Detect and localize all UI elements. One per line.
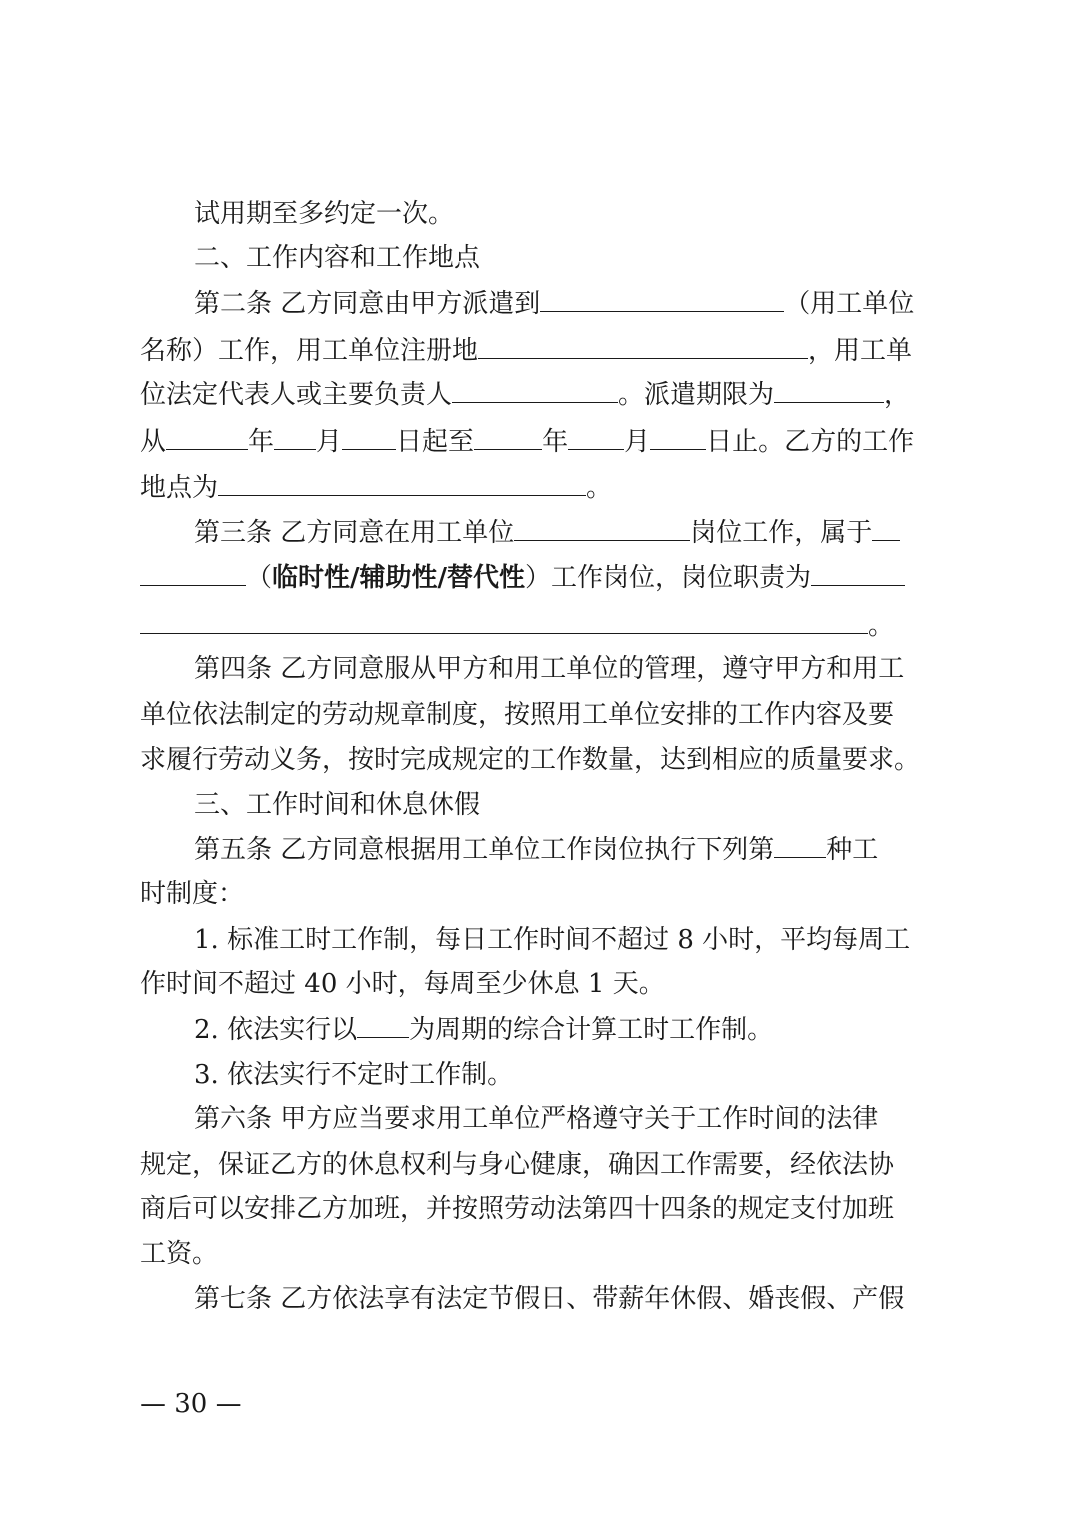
list-number: 3. bbox=[194, 1060, 219, 1090]
line-text: 第六条 甲方应当要求用工单位严格遵守关于工作时间的法律 bbox=[194, 1104, 879, 1134]
line-text: 依法实行不定时工作制。 bbox=[227, 1060, 514, 1090]
line-text: 规定，保证乙方的休息权利与身心健康，确因工作需要，经依法协 bbox=[140, 1150, 895, 1180]
line-text: 第三条 乙方同意在用工单位 bbox=[194, 518, 515, 548]
line-text: 名称）工作，用工单位注册地 bbox=[140, 336, 479, 366]
line-text: 小时，每周至少休息 bbox=[345, 969, 580, 999]
line-text: 地点为 bbox=[140, 473, 219, 503]
line-text: 年 bbox=[248, 427, 275, 457]
list-item-3 bbox=[194, 1057, 513, 1093]
article-6-line-1 bbox=[194, 1101, 878, 1137]
line-text: 。 bbox=[868, 611, 895, 641]
line-text: 工资。 bbox=[140, 1239, 219, 1269]
article-5-line-2 bbox=[140, 876, 244, 912]
line-number: 1 bbox=[587, 969, 605, 999]
list-number: 2. bbox=[194, 1015, 219, 1045]
blank-position-type[interactable] bbox=[140, 561, 246, 586]
line-text: 月 bbox=[624, 427, 651, 457]
line-text: 试用期至多约定一次。 bbox=[194, 199, 455, 229]
line-text: 天。 bbox=[612, 969, 665, 999]
page-number: 30 bbox=[174, 1389, 208, 1419]
article-6-line-2 bbox=[140, 1147, 894, 1183]
line-text: 第二条 乙方同意由甲方派遣到 bbox=[194, 289, 541, 319]
text-line bbox=[194, 196, 454, 232]
article-6-line-4 bbox=[140, 1236, 218, 1272]
line-text: 求履行劳动义务，按时完成规定的工作数量，达到相应的质量要求。 bbox=[140, 745, 921, 775]
line-text: 依法实行以 bbox=[227, 1015, 358, 1045]
article-3-line-1 bbox=[194, 515, 900, 551]
line-text: 第四条 乙方同意服从甲方和用工单位的管理，遵守甲方和用工 bbox=[194, 654, 905, 684]
line-text: 标准工时工作制，每日工作时间不超过 bbox=[227, 925, 670, 955]
blank-dispatch-unit[interactable] bbox=[540, 287, 784, 312]
line-text: （用工单位 bbox=[784, 289, 915, 319]
line-text: 为周期的综合计算工时工作制。 bbox=[409, 1015, 774, 1045]
article-7-line-1 bbox=[194, 1281, 904, 1317]
line-text: ，用工单 bbox=[808, 336, 913, 366]
blank-position-type-start[interactable] bbox=[872, 516, 900, 541]
line-number: 8 bbox=[677, 925, 694, 955]
heading-text: 三、工作时间和休息休假 bbox=[194, 790, 481, 820]
line-text: 种工 bbox=[826, 835, 879, 865]
article-5-line-1 bbox=[194, 832, 878, 868]
line-text: 从 bbox=[140, 427, 167, 457]
article-6-line-3 bbox=[140, 1191, 894, 1227]
line-text: 时制度： bbox=[140, 879, 245, 909]
page-footer bbox=[140, 1386, 242, 1422]
footer-dash: — bbox=[140, 1389, 166, 1419]
blank-duties-start[interactable] bbox=[811, 561, 905, 586]
section-heading-2 bbox=[194, 240, 480, 276]
blank-start-year[interactable] bbox=[166, 425, 248, 450]
article-3-line-3 bbox=[140, 608, 894, 644]
footer-dash: — bbox=[215, 1389, 242, 1419]
line-text: 商后可以安排乙方加班，并按照劳动法第四十四条的规定支付加班 bbox=[140, 1194, 895, 1224]
line-text: 月 bbox=[316, 427, 343, 457]
blank-start-month[interactable] bbox=[274, 425, 316, 450]
blank-registered-address[interactable] bbox=[478, 334, 808, 359]
list-item-1-line-2 bbox=[140, 966, 665, 1002]
line-text: 年 bbox=[542, 427, 569, 457]
line-text: ， bbox=[884, 380, 911, 410]
line-text: 岗位工作，属于 bbox=[690, 518, 873, 548]
blank-end-day[interactable] bbox=[650, 425, 706, 450]
line-text: 日止。乙方的工作 bbox=[706, 427, 915, 457]
list-item-1-line-1 bbox=[194, 922, 910, 958]
article-2-line-4 bbox=[140, 424, 914, 460]
article-4-line-1 bbox=[194, 651, 904, 687]
heading-text: 二、工作内容和工作地点 bbox=[194, 243, 481, 273]
blank-legal-representative[interactable] bbox=[452, 378, 618, 403]
line-text: 。派遣期限为 bbox=[618, 380, 775, 410]
blank-cycle[interactable] bbox=[357, 1013, 409, 1038]
blank-duties[interactable] bbox=[140, 609, 868, 634]
list-number: 1. bbox=[194, 925, 219, 955]
section-heading-3 bbox=[194, 787, 480, 823]
line-text: ）工作岗位，岗位职责为 bbox=[525, 563, 812, 593]
line-text: 位法定代表人或主要负责人 bbox=[140, 380, 453, 410]
blank-dispatch-period[interactable] bbox=[774, 378, 884, 403]
position-type-options: 临时性/辅助性/替代性 bbox=[272, 563, 526, 593]
blank-end-year[interactable] bbox=[474, 425, 542, 450]
line-text: 日起至 bbox=[396, 427, 475, 457]
article-4-line-2 bbox=[140, 697, 894, 733]
list-item-2 bbox=[194, 1012, 773, 1048]
blank-hours-system[interactable] bbox=[774, 833, 826, 858]
line-text: 单位依法制定的劳动规章制度，按照用工单位安排的工作内容及要 bbox=[140, 700, 895, 730]
line-text: 第七条 乙方依法享有法定节假日、带薪年休假、婚丧假、产假 bbox=[194, 1284, 905, 1314]
line-number: 40 bbox=[304, 969, 338, 999]
blank-work-location[interactable] bbox=[218, 471, 586, 496]
article-2-line-2 bbox=[140, 333, 912, 369]
article-3-line-2 bbox=[140, 560, 905, 596]
line-text: 小时，平均每周工 bbox=[702, 925, 911, 955]
article-2-line-5 bbox=[140, 470, 612, 506]
line-text: 第五条 乙方同意根据用工单位工作岗位执行下列第 bbox=[194, 835, 775, 865]
line-text: 。 bbox=[586, 473, 613, 503]
article-2-line-3 bbox=[140, 377, 910, 413]
blank-start-day[interactable] bbox=[342, 425, 396, 450]
article-2-line-1 bbox=[194, 286, 914, 322]
line-text: 作时间不超过 bbox=[140, 969, 297, 999]
line-text: （ bbox=[246, 563, 273, 593]
blank-end-month[interactable] bbox=[568, 425, 624, 450]
article-4-line-3 bbox=[140, 742, 920, 778]
blank-position[interactable] bbox=[514, 516, 690, 541]
